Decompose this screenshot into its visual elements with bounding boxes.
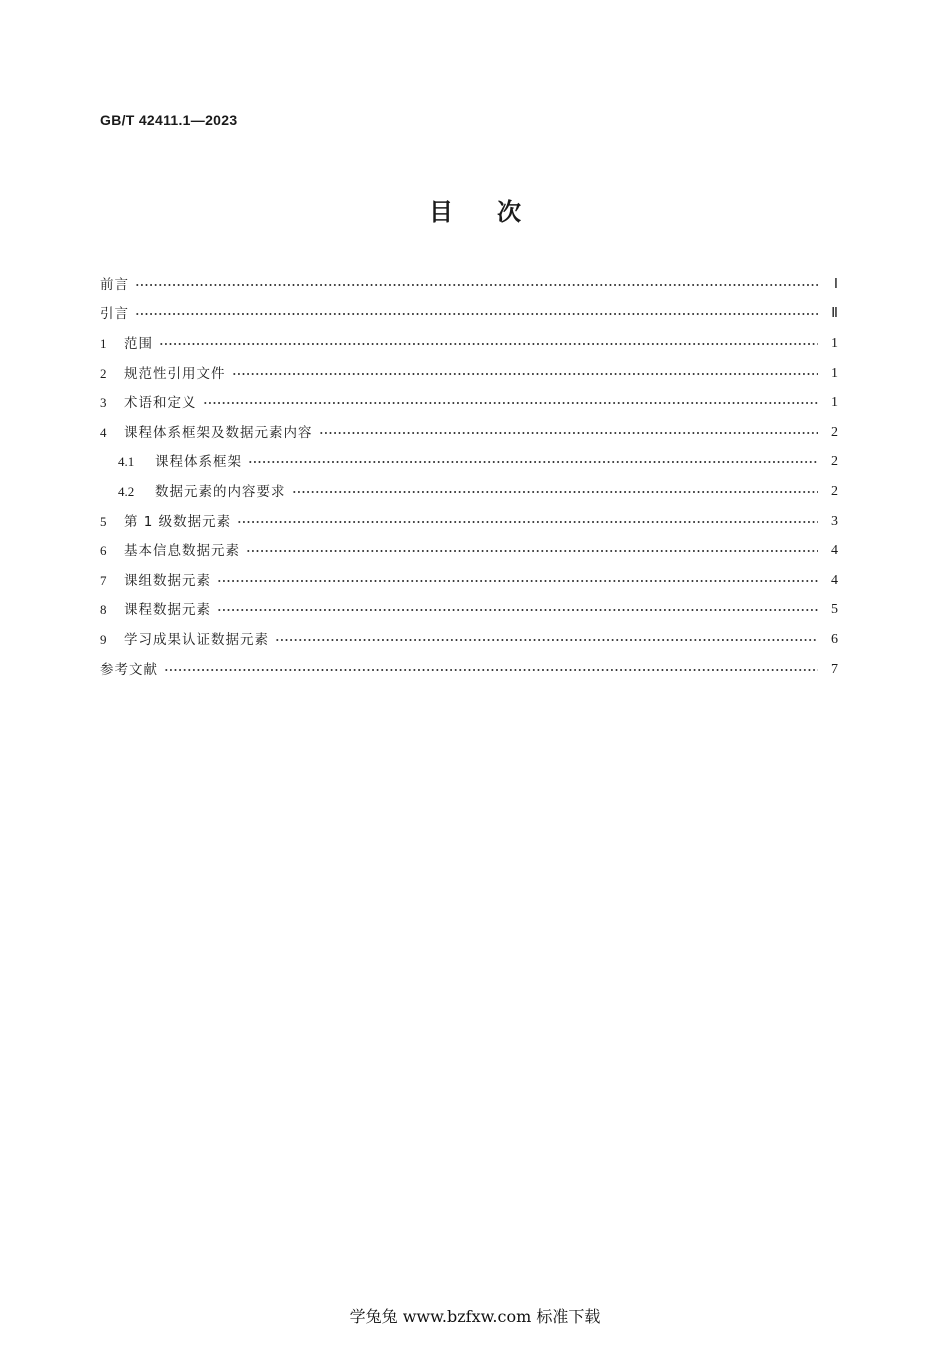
- toc-dot-leader: [135, 312, 818, 316]
- toc-entry-label: 课程体系框架: [155, 454, 242, 471]
- toc-entry-label: 第 1 级数据元素: [124, 513, 232, 530]
- toc-dot-leader: [217, 579, 818, 583]
- toc-dot-leader: [319, 431, 819, 435]
- toc-dot-leader: [159, 342, 818, 346]
- toc-entry-label: 基本信息数据元素: [124, 543, 240, 560]
- toc-entry[interactable]: [100, 388, 838, 418]
- toc-dot-leader: [292, 490, 819, 494]
- table-of-contents: [100, 270, 838, 684]
- toc-entry-page: 1: [831, 395, 838, 411]
- toc-entry-number: 5: [100, 513, 107, 529]
- toc-entry[interactable]: [100, 270, 838, 300]
- footer-watermark: 学兔兔 www.bzfxw.com 标准下载: [349, 1307, 601, 1326]
- toc-entry[interactable]: [100, 300, 838, 330]
- toc-entry[interactable]: [100, 359, 838, 389]
- toc-entry-page: 4: [831, 543, 838, 559]
- toc-dot-leader: [203, 401, 819, 405]
- toc-entry-page: Ⅰ: [833, 276, 838, 292]
- toc-entry-number: 6: [100, 543, 107, 559]
- toc-entry-label: 范围: [124, 335, 153, 352]
- toc-entry-label: 规范性引用文件: [124, 365, 226, 382]
- toc-entry-page: 1: [831, 335, 838, 351]
- toc-entry[interactable]: [100, 596, 838, 626]
- toc-entry[interactable]: [100, 448, 838, 478]
- toc-entry[interactable]: [100, 329, 838, 359]
- toc-entry-label: 术语和定义: [124, 395, 197, 412]
- toc-entry-page: 1: [831, 365, 838, 381]
- toc-entry-number: 3: [100, 395, 107, 411]
- toc-entry-label: 学习成果认证数据元素: [124, 631, 269, 648]
- toc-entry[interactable]: [100, 655, 838, 685]
- toc-entry-page: 2: [831, 424, 838, 440]
- toc-entry-label: 引言: [100, 306, 129, 323]
- toc-entry-label: 课程体系框架及数据元素内容: [124, 424, 313, 441]
- toc-dot-leader: [232, 372, 819, 376]
- toc-entry-page: 2: [831, 454, 838, 470]
- toc-entry-number: 8: [100, 602, 107, 618]
- toc-entry-page: 6: [831, 631, 838, 647]
- toc-entry[interactable]: [100, 507, 838, 537]
- standard-code: GB/T 42411.1—2023: [100, 112, 238, 128]
- toc-entry-number: 4: [100, 424, 107, 440]
- toc-entry[interactable]: [100, 566, 838, 596]
- toc-entry-label: 课程数据元素: [124, 602, 211, 619]
- toc-entry-number: 4.2: [118, 483, 135, 499]
- toc-dot-leader: [164, 668, 818, 672]
- toc-entry-number: 4.1: [118, 454, 135, 470]
- toc-dot-leader: [237, 520, 818, 524]
- toc-dot-leader: [135, 283, 818, 287]
- toc-entry[interactable]: [100, 477, 838, 507]
- toc-entry-label: 课组数据元素: [124, 572, 211, 589]
- toc-entry[interactable]: [100, 625, 838, 655]
- toc-entry-page: 2: [831, 483, 838, 499]
- toc-entry-page: 5: [831, 602, 838, 618]
- toc-entry-number: 9: [100, 631, 107, 647]
- toc-dot-leader: [248, 460, 818, 464]
- toc-entry-label: 前言: [100, 276, 129, 293]
- toc-entry-page: 7: [831, 661, 838, 677]
- toc-entry-page: 3: [831, 513, 838, 529]
- toc-entry-number: 7: [100, 572, 107, 588]
- toc-entry-page: 4: [831, 572, 838, 588]
- toc-entry-number: 1: [100, 335, 107, 351]
- toc-dot-leader: [217, 608, 818, 612]
- toc-entry-label: 数据元素的内容要求: [155, 483, 286, 500]
- toc-entry-page: Ⅱ: [831, 306, 838, 322]
- toc-entry-label: 参考文献: [100, 661, 158, 678]
- toc-dot-leader: [246, 549, 818, 553]
- page-title: 目次: [429, 198, 565, 226]
- toc-dot-leader: [275, 638, 818, 642]
- toc-entry[interactable]: [100, 536, 838, 566]
- toc-entry-number: 2: [100, 365, 107, 381]
- toc-entry[interactable]: [100, 418, 838, 448]
